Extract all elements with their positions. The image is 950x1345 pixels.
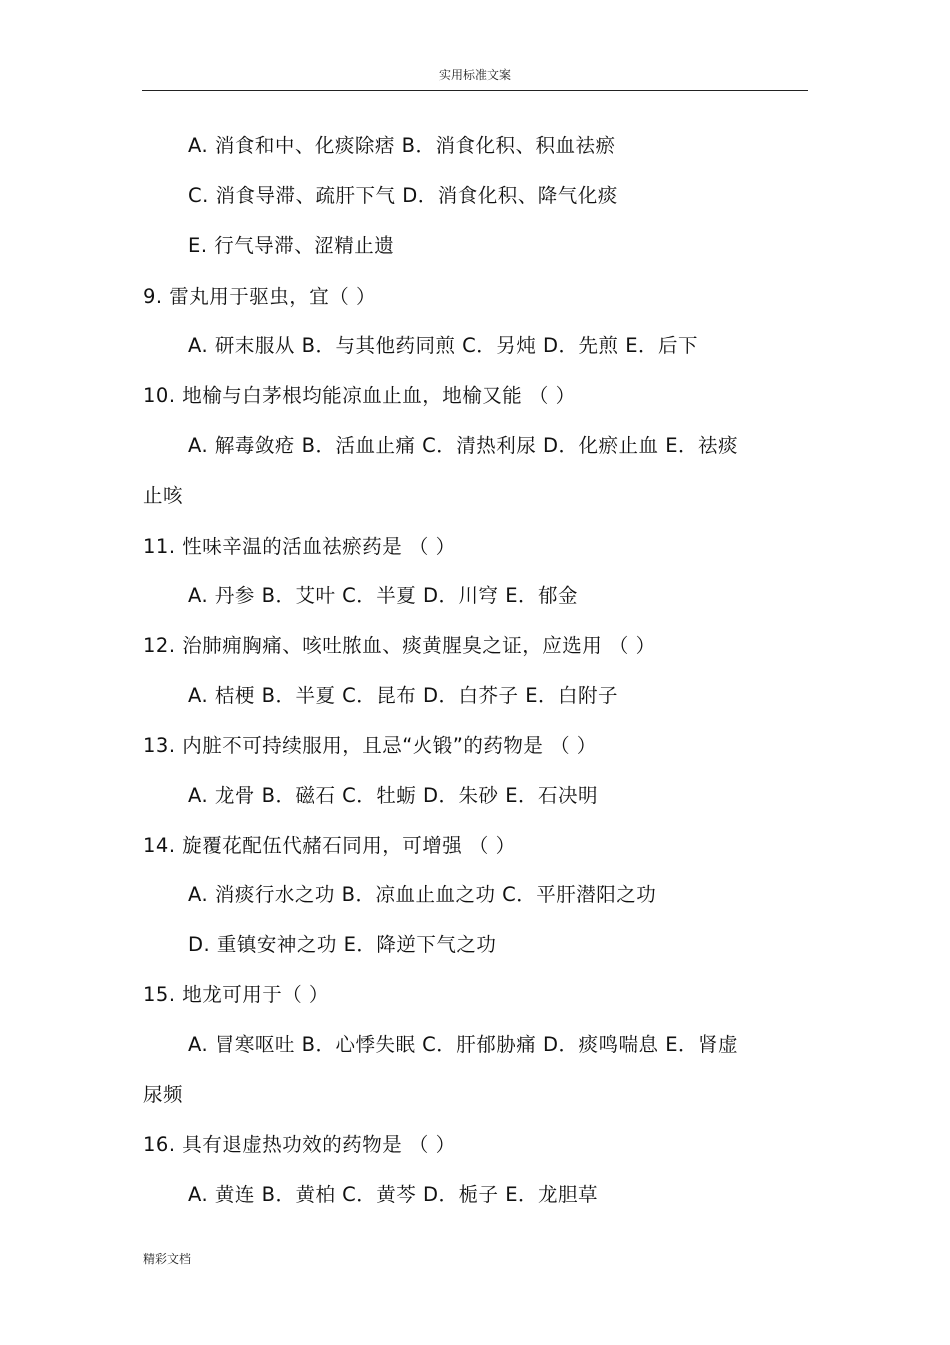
question-text: 15. 地龙可用于（ ） <box>143 983 329 1006</box>
answer-options: A. 冒寒呕吐 B．心悸失眠 C．肝郁胁痛 D．痰鸣喘息 E．肾虚 <box>188 1033 739 1056</box>
answer-options: A. 龙骨 B．磁石 C．牡蛎 D．朱砂 E．石决明 <box>188 784 599 807</box>
answer-options: D. 重镇安神之功 E．降逆下气之功 <box>188 933 497 956</box>
page-header: 实用标准文案 <box>438 68 511 82</box>
question-text: 11. 性味辛温的活血祛瘀药是 （ ） <box>143 535 456 558</box>
answer-options: A. 消食和中、化痰除痞 B．消食化积、积血祛瘀 <box>188 134 616 157</box>
header-rule <box>142 90 808 91</box>
answer-options: A. 桔梗 B．半夏 C．昆布 D．白芥子 E．白附子 <box>188 684 619 707</box>
question-text: 16. 具有退虚热功效的药物是 （ ） <box>143 1133 456 1156</box>
answer-options: C. 消食导滞、疏肝下气 D．消食化积、降气化痰 <box>188 184 618 207</box>
question-text: 14. 旋覆花配伍代赭石同用，可增强 （ ） <box>143 834 516 857</box>
question-text: 10. 地榆与白茅根均能凉血止血，地榆又能 （ ） <box>143 384 576 407</box>
continuation-text: 止咳 <box>143 484 184 507</box>
question-text: 9. 雷丸用于驱虫，宜（ ） <box>143 285 377 308</box>
page-footer: 精彩文档 <box>143 1252 192 1266</box>
answer-options: A. 消痰行水之功 B．凉血止血之功 C．平肝潜阳之功 <box>188 883 657 906</box>
answer-options: A. 黄连 B．黄柏 C．黄芩 D．栀子 E．龙胆草 <box>188 1183 599 1206</box>
question-text: 13. 内脏不可持续服用，且忌“火锻”的药物是 （ ） <box>143 734 597 757</box>
answer-options: A. 丹参 B．艾叶 C．半夏 D．川穹 E．郁金 <box>188 584 579 607</box>
answer-options: A. 解毒敛疮 B．活血止痛 C．清热利尿 D．化瘀止血 E．祛痰 <box>188 434 739 457</box>
question-text: 12. 治肺痈胸痛、咳吐脓血、痰黄腥臭之证，应选用 （ ） <box>143 634 656 657</box>
continuation-text: 尿频 <box>143 1083 184 1106</box>
answer-options: A. 研末服从 B．与其他药同煎 C．另炖 D．先煎 E．后下 <box>188 334 699 357</box>
answer-options: E. 行气导滞、涩精止遗 <box>188 234 395 257</box>
